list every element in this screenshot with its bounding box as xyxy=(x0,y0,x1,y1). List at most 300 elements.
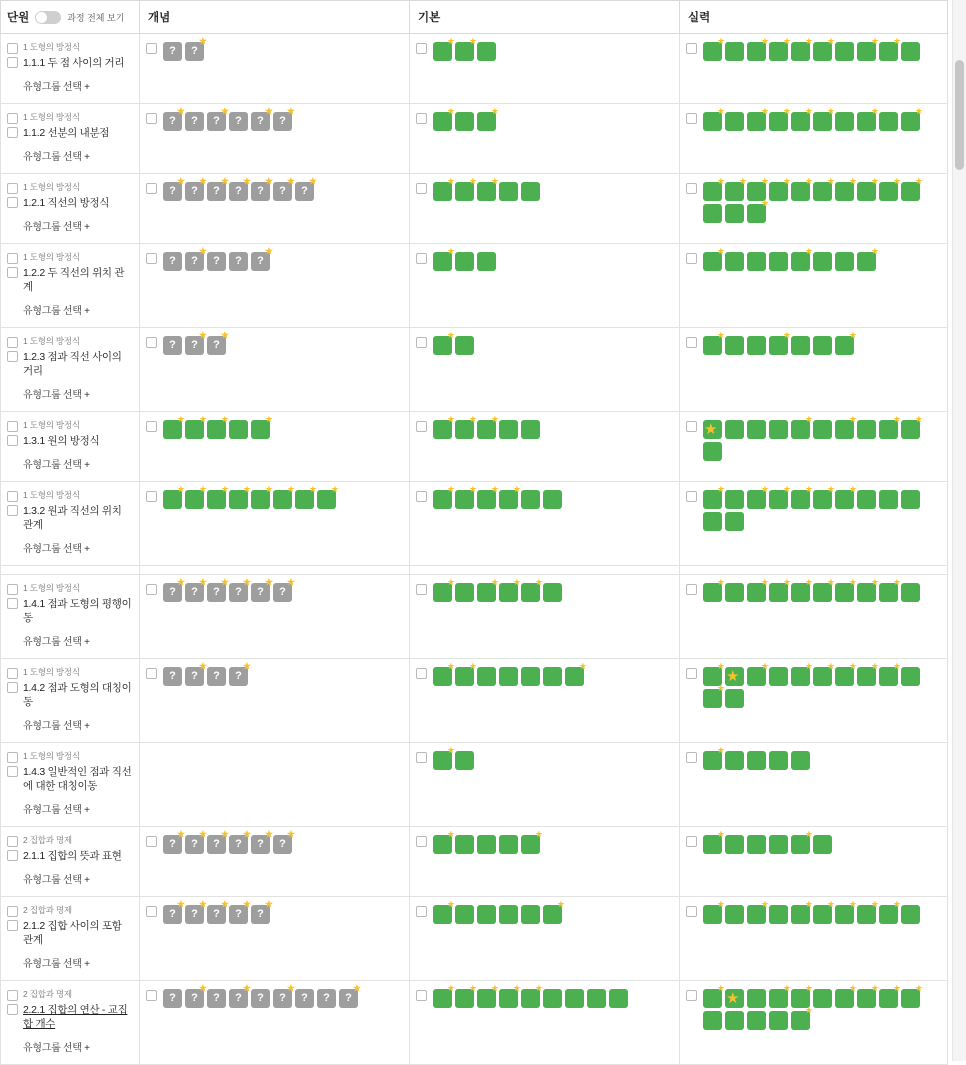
select-type-group-link[interactable]: 유형그룹 선택 + xyxy=(23,460,90,471)
unit-title[interactable]: 1.2.1 직선의 방정식 xyxy=(23,197,110,209)
basic-select-checkbox[interactable] xyxy=(416,491,427,502)
solved-problem-chip[interactable] xyxy=(769,330,791,355)
chapter-checkbox[interactable] xyxy=(7,836,18,847)
unsolved-problem-chip[interactable]: ? ★ xyxy=(273,583,292,602)
solved-problem-chip[interactable] xyxy=(835,252,854,271)
solved-problem-chip[interactable] xyxy=(835,577,857,602)
solved-problem-chip[interactable] xyxy=(703,683,725,708)
unsolved-problem-chip[interactable]: ? xyxy=(163,989,182,1008)
unsolved-problem-chip[interactable]: ? xyxy=(163,667,182,686)
chapter-checkbox[interactable] xyxy=(7,906,18,917)
solved-problem-chip[interactable] xyxy=(901,414,923,439)
solved-problem-chip[interactable] xyxy=(747,661,769,686)
unsolved-problem-chip[interactable]: ? ★ xyxy=(185,667,204,686)
concept-select-checkbox[interactable] xyxy=(146,253,157,264)
solved-problem-chip[interactable] xyxy=(901,106,923,131)
solved-problem-chip[interactable] xyxy=(185,414,207,439)
solved-problem-chip[interactable] xyxy=(455,484,477,509)
unsolved-problem-chip[interactable]: ? ★ xyxy=(251,252,270,271)
select-type-group-link[interactable]: 유형그룹 선택 + xyxy=(23,875,90,886)
unit-title[interactable]: 1.4.2 점과 도형의 대칭이동 xyxy=(23,682,132,708)
select-type-group-link[interactable]: 유형그룹 선택 + xyxy=(23,1043,90,1054)
skill-select-checkbox[interactable] xyxy=(686,113,697,124)
unsolved-problem-chip[interactable]: ? xyxy=(295,989,314,1008)
solved-problem-chip[interactable] xyxy=(543,583,562,602)
solved-problem-chip[interactable] xyxy=(543,899,565,924)
skill-select-checkbox[interactable] xyxy=(686,584,697,595)
solved-problem-chip[interactable] xyxy=(835,112,854,131)
solved-problem-chip[interactable] xyxy=(835,661,857,686)
basic-select-checkbox[interactable] xyxy=(416,183,427,194)
solved-problem-chip[interactable] xyxy=(769,106,791,131)
solved-problem-chip[interactable] xyxy=(433,246,455,271)
solved-problem-chip[interactable] xyxy=(587,989,606,1008)
solved-problem-chip[interactable] xyxy=(433,899,455,924)
unsolved-problem-chip[interactable]: ? ★ xyxy=(273,835,292,854)
solved-problem-chip[interactable] xyxy=(879,176,901,201)
basic-select-checkbox[interactable] xyxy=(416,113,427,124)
concept-select-checkbox[interactable] xyxy=(146,113,157,124)
unsolved-problem-chip[interactable]: ? xyxy=(229,252,248,271)
chapter-checkbox[interactable] xyxy=(7,584,18,595)
solved-problem-chip[interactable] xyxy=(769,176,791,201)
unit-checkbox[interactable] xyxy=(7,850,18,861)
solved-problem-chip[interactable] xyxy=(791,246,813,271)
solved-problem-chip[interactable] xyxy=(813,899,835,924)
unit-checkbox[interactable] xyxy=(7,351,18,362)
solved-problem-chip[interactable] xyxy=(703,442,722,461)
solved-problem-chip[interactable] xyxy=(769,667,788,686)
solved-problem-chip[interactable] xyxy=(477,835,496,854)
solved-problem-chip[interactable] xyxy=(747,198,769,223)
solved-problem-chip[interactable] xyxy=(747,336,766,355)
solved-problem-chip[interactable] xyxy=(703,204,722,223)
solved-problem-chip[interactable] xyxy=(835,42,854,61)
solved-problem-chip[interactable] xyxy=(857,176,879,201)
solved-problem-chip[interactable] xyxy=(521,829,543,854)
solved-problem-chip[interactable] xyxy=(791,661,813,686)
unsolved-problem-chip[interactable]: ? ★ xyxy=(251,182,270,201)
basic-select-checkbox[interactable] xyxy=(416,253,427,264)
solved-problem-chip[interactable] xyxy=(769,905,788,924)
unsolved-problem-chip[interactable]: ? ★ xyxy=(207,112,226,131)
solved-problem-chip[interactable] xyxy=(747,36,769,61)
solved-problem-chip[interactable] xyxy=(791,577,813,602)
solved-problem-chip[interactable] xyxy=(879,490,898,509)
solved-problem-chip[interactable] xyxy=(703,745,725,770)
select-type-group-link[interactable]: 유형그룹 선택 + xyxy=(23,544,90,555)
solved-problem-chip[interactable] xyxy=(477,905,496,924)
solved-problem-chip[interactable] xyxy=(455,661,477,686)
solved-problem-chip[interactable] xyxy=(813,176,835,201)
solved-problem-chip[interactable] xyxy=(433,176,455,201)
unsolved-problem-chip[interactable]: ? ★ xyxy=(251,112,270,131)
solved-problem-chip[interactable] xyxy=(769,751,788,770)
solved-problem-chip[interactable] xyxy=(251,484,273,509)
chapter-checkbox[interactable] xyxy=(7,43,18,54)
solved-problem-chip[interactable] xyxy=(565,989,584,1008)
skill-select-checkbox[interactable] xyxy=(686,836,697,847)
solved-problem-chip[interactable] xyxy=(725,112,744,131)
solved-problem-chip[interactable] xyxy=(813,420,832,439)
solved-problem-chip[interactable] xyxy=(477,414,499,439)
solved-problem-chip[interactable] xyxy=(857,661,879,686)
solved-problem-chip[interactable] xyxy=(703,420,722,439)
solved-problem-chip[interactable] xyxy=(835,414,857,439)
solved-problem-chip[interactable] xyxy=(901,42,920,61)
solved-problem-chip[interactable] xyxy=(879,36,901,61)
unsolved-problem-chip[interactable]: ? ★ xyxy=(273,182,292,201)
solved-problem-chip[interactable] xyxy=(185,484,207,509)
unit-checkbox[interactable] xyxy=(7,598,18,609)
skill-select-checkbox[interactable] xyxy=(686,990,697,1001)
solved-problem-chip[interactable] xyxy=(725,835,744,854)
solved-problem-chip[interactable] xyxy=(747,751,766,770)
solved-problem-chip[interactable] xyxy=(901,983,923,1008)
unsolved-problem-chip[interactable]: ? ★ xyxy=(273,989,292,1008)
skill-select-checkbox[interactable] xyxy=(686,253,697,264)
solved-problem-chip[interactable] xyxy=(857,420,876,439)
solved-problem-chip[interactable] xyxy=(477,106,499,131)
solved-problem-chip[interactable] xyxy=(455,176,477,201)
solved-problem-chip[interactable] xyxy=(813,336,832,355)
solved-problem-chip[interactable] xyxy=(769,252,788,271)
solved-problem-chip[interactable] xyxy=(521,905,540,924)
unit-checkbox[interactable] xyxy=(7,1004,18,1015)
solved-problem-chip[interactable] xyxy=(769,835,788,854)
unit-checkbox[interactable] xyxy=(7,57,18,68)
solved-problem-chip[interactable] xyxy=(703,1011,722,1030)
solved-problem-chip[interactable] xyxy=(857,490,876,509)
skill-select-checkbox[interactable] xyxy=(686,421,697,432)
solved-problem-chip[interactable] xyxy=(433,577,455,602)
unit-checkbox[interactable] xyxy=(7,920,18,931)
solved-problem-chip[interactable] xyxy=(609,989,628,1008)
solved-problem-chip[interactable] xyxy=(433,484,455,509)
solved-problem-chip[interactable] xyxy=(455,36,477,61)
solved-problem-chip[interactable] xyxy=(163,414,185,439)
solved-problem-chip[interactable] xyxy=(703,246,725,271)
unsolved-problem-chip[interactable]: ? xyxy=(317,989,336,1008)
solved-problem-chip[interactable] xyxy=(769,1011,788,1030)
solved-problem-chip[interactable] xyxy=(455,112,474,131)
unit-title[interactable]: 1.1.1 두 점 사이의 거리 xyxy=(23,57,125,69)
solved-problem-chip[interactable] xyxy=(433,983,455,1008)
unsolved-problem-chip[interactable]: ? xyxy=(207,989,226,1008)
select-type-group-link[interactable]: 유형그룹 선택 + xyxy=(23,721,90,732)
unsolved-problem-chip[interactable]: ? xyxy=(185,112,204,131)
basic-select-checkbox[interactable] xyxy=(416,421,427,432)
solved-problem-chip[interactable] xyxy=(703,484,725,509)
solved-problem-chip[interactable] xyxy=(477,176,499,201)
unsolved-problem-chip[interactable]: ? ★ xyxy=(185,905,204,924)
solved-problem-chip[interactable] xyxy=(813,106,835,131)
solved-problem-chip[interactable] xyxy=(879,577,901,602)
skill-select-checkbox[interactable] xyxy=(686,491,697,502)
solved-problem-chip[interactable] xyxy=(229,484,251,509)
vertical-scrollbar[interactable] xyxy=(952,0,966,1061)
unsolved-problem-chip[interactable]: ? ★ xyxy=(295,182,314,201)
solved-problem-chip[interactable] xyxy=(857,36,879,61)
unsolved-problem-chip[interactable]: ? ★ xyxy=(339,989,358,1008)
skill-select-checkbox[interactable] xyxy=(686,752,697,763)
solved-problem-chip[interactable] xyxy=(477,577,499,602)
concept-select-checkbox[interactable] xyxy=(146,584,157,595)
basic-select-checkbox[interactable] xyxy=(416,337,427,348)
solved-problem-chip[interactable] xyxy=(813,661,835,686)
unit-checkbox[interactable] xyxy=(7,505,18,516)
solved-problem-chip[interactable] xyxy=(477,42,496,61)
unit-checkbox[interactable] xyxy=(7,435,18,446)
unit-checkbox[interactable] xyxy=(7,682,18,693)
solved-problem-chip[interactable] xyxy=(791,484,813,509)
solved-problem-chip[interactable] xyxy=(725,905,744,924)
chapter-checkbox[interactable] xyxy=(7,253,18,264)
unit-checkbox[interactable] xyxy=(7,267,18,278)
unit-title[interactable]: 1.4.3 일반적인 점과 직선에 대한 대칭이동 xyxy=(23,766,132,792)
unit-title[interactable]: 2.1.1 집합의 뜻과 표현 xyxy=(23,850,122,862)
solved-problem-chip[interactable] xyxy=(725,583,744,602)
unit-title[interactable]: 1.4.1 점과 도형의 평행이동 xyxy=(23,598,132,624)
solved-problem-chip[interactable] xyxy=(835,330,857,355)
unsolved-problem-chip[interactable]: ? ★ xyxy=(229,667,248,686)
unsolved-problem-chip[interactable]: ? xyxy=(251,989,270,1008)
solved-problem-chip[interactable] xyxy=(477,252,496,271)
solved-problem-chip[interactable] xyxy=(725,252,744,271)
unsolved-problem-chip[interactable]: ? xyxy=(163,336,182,355)
solved-problem-chip[interactable] xyxy=(879,414,901,439)
unit-checkbox[interactable] xyxy=(7,127,18,138)
solved-problem-chip[interactable] xyxy=(747,989,766,1008)
basic-select-checkbox[interactable] xyxy=(416,43,427,54)
unsolved-problem-chip[interactable]: ? ★ xyxy=(163,835,182,854)
solved-problem-chip[interactable] xyxy=(433,36,455,61)
solved-problem-chip[interactable] xyxy=(455,583,474,602)
unsolved-problem-chip[interactable]: ? ★ xyxy=(163,112,182,131)
solved-problem-chip[interactable] xyxy=(273,484,295,509)
concept-select-checkbox[interactable] xyxy=(146,491,157,502)
solved-problem-chip[interactable] xyxy=(499,182,518,201)
chapter-checkbox[interactable] xyxy=(7,752,18,763)
solved-problem-chip[interactable] xyxy=(499,667,518,686)
solved-problem-chip[interactable] xyxy=(433,745,455,770)
basic-select-checkbox[interactable] xyxy=(416,752,427,763)
unit-title[interactable]: 1.2.3 점과 직선 사이의 거리 xyxy=(23,351,122,377)
solved-problem-chip[interactable] xyxy=(791,829,813,854)
unsolved-problem-chip[interactable]: ? ★ xyxy=(207,905,226,924)
solved-problem-chip[interactable] xyxy=(813,484,835,509)
unsolved-problem-chip[interactable]: ? ★ xyxy=(185,42,204,61)
unsolved-problem-chip[interactable]: ? xyxy=(207,252,226,271)
basic-select-checkbox[interactable] xyxy=(416,990,427,1001)
select-type-group-link[interactable]: 유형그룹 선택 + xyxy=(23,805,90,816)
solved-problem-chip[interactable] xyxy=(857,246,879,271)
unsolved-problem-chip[interactable]: ? ★ xyxy=(229,583,248,602)
solved-problem-chip[interactable] xyxy=(703,106,725,131)
basic-select-checkbox[interactable] xyxy=(416,836,427,847)
select-type-group-link[interactable]: 유형그룹 선택 + xyxy=(23,390,90,401)
solved-problem-chip[interactable] xyxy=(747,106,769,131)
solved-problem-chip[interactable] xyxy=(901,176,923,201)
solved-problem-chip[interactable] xyxy=(229,420,248,439)
solved-problem-chip[interactable] xyxy=(901,667,920,686)
solved-problem-chip[interactable] xyxy=(703,176,725,201)
skill-select-checkbox[interactable] xyxy=(686,43,697,54)
chapter-checkbox[interactable] xyxy=(7,183,18,194)
solved-problem-chip[interactable] xyxy=(207,414,229,439)
solved-problem-chip[interactable] xyxy=(455,835,474,854)
solved-problem-chip[interactable] xyxy=(835,176,857,201)
chapter-checkbox[interactable] xyxy=(7,337,18,348)
solved-problem-chip[interactable] xyxy=(499,577,521,602)
solved-problem-chip[interactable] xyxy=(747,835,766,854)
basic-select-checkbox[interactable] xyxy=(416,584,427,595)
solved-problem-chip[interactable] xyxy=(747,484,769,509)
solved-problem-chip[interactable] xyxy=(455,252,474,271)
basic-select-checkbox[interactable] xyxy=(416,668,427,679)
solved-problem-chip[interactable] xyxy=(835,899,857,924)
unsolved-problem-chip[interactable]: ? ★ xyxy=(207,835,226,854)
solved-problem-chip[interactable] xyxy=(521,577,543,602)
solved-problem-chip[interactable] xyxy=(433,661,455,686)
solved-problem-chip[interactable] xyxy=(725,490,744,509)
solved-problem-chip[interactable] xyxy=(725,689,744,708)
solved-problem-chip[interactable] xyxy=(725,667,744,686)
solved-problem-chip[interactable] xyxy=(703,36,725,61)
show-all-toggle[interactable] xyxy=(35,11,61,24)
solved-problem-chip[interactable] xyxy=(477,667,496,686)
solved-problem-chip[interactable] xyxy=(857,106,879,131)
solved-problem-chip[interactable] xyxy=(725,751,744,770)
solved-problem-chip[interactable] xyxy=(747,420,766,439)
solved-problem-chip[interactable] xyxy=(521,983,543,1008)
solved-problem-chip[interactable] xyxy=(499,983,521,1008)
solved-problem-chip[interactable] xyxy=(455,983,477,1008)
select-type-group-link[interactable]: 유형그룹 선택 + xyxy=(23,152,90,163)
solved-problem-chip[interactable] xyxy=(725,336,744,355)
solved-problem-chip[interactable] xyxy=(251,414,273,439)
unsolved-problem-chip[interactable]: ? ★ xyxy=(229,835,248,854)
unsolved-problem-chip[interactable]: ? ★ xyxy=(229,905,248,924)
solved-problem-chip[interactable] xyxy=(769,484,791,509)
solved-problem-chip[interactable] xyxy=(207,484,229,509)
solved-problem-chip[interactable] xyxy=(791,336,810,355)
solved-problem-chip[interactable] xyxy=(477,484,499,509)
solved-problem-chip[interactable] xyxy=(499,420,518,439)
concept-select-checkbox[interactable] xyxy=(146,43,157,54)
solved-problem-chip[interactable] xyxy=(521,420,540,439)
solved-problem-chip[interactable] xyxy=(791,106,813,131)
chapter-checkbox[interactable] xyxy=(7,668,18,679)
unit-checkbox[interactable] xyxy=(7,766,18,777)
basic-select-checkbox[interactable] xyxy=(416,906,427,917)
solved-problem-chip[interactable] xyxy=(543,667,562,686)
solved-problem-chip[interactable] xyxy=(857,899,879,924)
solved-problem-chip[interactable] xyxy=(857,983,879,1008)
unsolved-problem-chip[interactable]: ? ★ xyxy=(185,989,204,1008)
solved-problem-chip[interactable] xyxy=(725,42,744,61)
chapter-checkbox[interactable] xyxy=(7,421,18,432)
solved-problem-chip[interactable] xyxy=(565,661,587,686)
solved-problem-chip[interactable] xyxy=(879,983,901,1008)
unsolved-problem-chip[interactable]: ? ★ xyxy=(185,182,204,201)
solved-problem-chip[interactable] xyxy=(791,176,813,201)
solved-problem-chip[interactable] xyxy=(521,182,540,201)
solved-problem-chip[interactable] xyxy=(725,420,744,439)
unit-title[interactable]: 1.3.1 원의 방정식 xyxy=(23,435,100,447)
solved-problem-chip[interactable] xyxy=(433,330,455,355)
solved-problem-chip[interactable] xyxy=(433,106,455,131)
unsolved-problem-chip[interactable]: ? xyxy=(207,667,226,686)
solved-problem-chip[interactable] xyxy=(791,899,813,924)
unsolved-problem-chip[interactable]: ? ★ xyxy=(185,336,204,355)
solved-problem-chip[interactable] xyxy=(747,252,766,271)
solved-problem-chip[interactable] xyxy=(295,484,317,509)
unsolved-problem-chip[interactable]: ? ★ xyxy=(273,112,292,131)
solved-problem-chip[interactable] xyxy=(703,512,722,531)
solved-problem-chip[interactable] xyxy=(791,751,810,770)
solved-problem-chip[interactable] xyxy=(499,835,518,854)
solved-problem-chip[interactable] xyxy=(703,829,725,854)
select-type-group-link[interactable]: 유형그룹 선택 + xyxy=(23,222,90,233)
solved-problem-chip[interactable] xyxy=(901,583,920,602)
unsolved-problem-chip[interactable]: ? ★ xyxy=(207,182,226,201)
solved-problem-chip[interactable] xyxy=(813,36,835,61)
solved-problem-chip[interactable] xyxy=(835,983,857,1008)
solved-problem-chip[interactable] xyxy=(813,577,835,602)
unit-title[interactable]: 1.1.2 선분의 내분점 xyxy=(23,127,110,139)
solved-problem-chip[interactable] xyxy=(543,490,562,509)
unsolved-problem-chip[interactable]: ? ★ xyxy=(251,905,270,924)
solved-problem-chip[interactable] xyxy=(521,490,540,509)
concept-select-checkbox[interactable] xyxy=(146,990,157,1001)
solved-problem-chip[interactable] xyxy=(747,1011,766,1030)
solved-problem-chip[interactable] xyxy=(791,414,813,439)
unit-title[interactable]: 2.1.2 집합 사이의 포함 관계 xyxy=(23,920,122,946)
skill-select-checkbox[interactable] xyxy=(686,337,697,348)
solved-problem-chip[interactable] xyxy=(747,577,769,602)
chapter-checkbox[interactable] xyxy=(7,990,18,1001)
unsolved-problem-chip[interactable]: ? xyxy=(229,112,248,131)
solved-problem-chip[interactable] xyxy=(725,512,744,531)
solved-problem-chip[interactable] xyxy=(317,484,339,509)
solved-problem-chip[interactable] xyxy=(499,905,518,924)
solved-problem-chip[interactable] xyxy=(791,1005,813,1030)
skill-select-checkbox[interactable] xyxy=(686,183,697,194)
solved-problem-chip[interactable] xyxy=(455,336,474,355)
select-type-group-link[interactable]: 유형그룹 선택 + xyxy=(23,82,90,93)
solved-problem-chip[interactable] xyxy=(879,112,898,131)
concept-select-checkbox[interactable] xyxy=(146,337,157,348)
unsolved-problem-chip[interactable]: ? xyxy=(163,252,182,271)
unsolved-problem-chip[interactable]: ? ★ xyxy=(229,989,248,1008)
concept-select-checkbox[interactable] xyxy=(146,668,157,679)
unsolved-problem-chip[interactable]: ? ★ xyxy=(207,583,226,602)
solved-problem-chip[interactable] xyxy=(725,204,744,223)
solved-problem-chip[interactable] xyxy=(703,577,725,602)
unsolved-problem-chip[interactable]: ? ★ xyxy=(251,583,270,602)
solved-problem-chip[interactable] xyxy=(725,176,747,201)
unsolved-problem-chip[interactable]: ? ★ xyxy=(251,835,270,854)
solved-problem-chip[interactable] xyxy=(543,989,562,1008)
solved-problem-chip[interactable] xyxy=(813,252,832,271)
unsolved-problem-chip[interactable]: ? ★ xyxy=(185,835,204,854)
unit-checkbox[interactable] xyxy=(7,197,18,208)
solved-problem-chip[interactable] xyxy=(879,661,901,686)
solved-problem-chip[interactable] xyxy=(433,414,455,439)
skill-select-checkbox[interactable] xyxy=(686,906,697,917)
solved-problem-chip[interactable] xyxy=(163,484,185,509)
